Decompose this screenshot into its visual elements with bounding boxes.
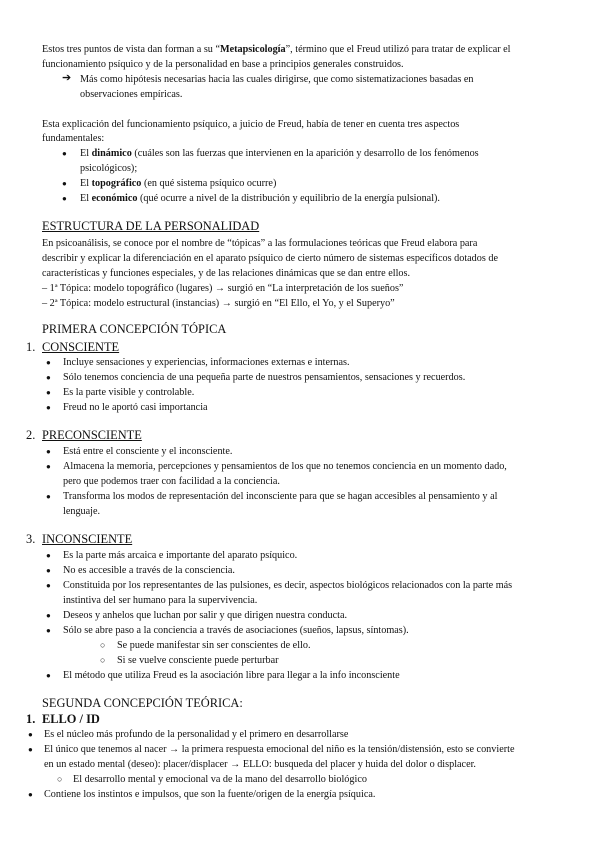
- ello-heading: ELLO / ID: [42, 712, 100, 726]
- topica-1: – 1ª Tópica: modelo topográfico (lugares) → surgió en “La interpretación de los sueños”: [42, 283, 404, 294]
- bullet-icon: ●: [46, 388, 51, 397]
- arrow-icon: ➔: [62, 72, 72, 84]
- sub-list-item: Se puede manifestar sin ser conscientes de ello.: [117, 640, 311, 651]
- inconsciente-heading: INCONSCIENTE: [42, 532, 133, 546]
- list-number: 2.: [26, 428, 36, 442]
- circle-bullet-icon: ○: [100, 640, 106, 650]
- list-item: Es el núcleo más profundo de la personalidad y el primero en desarrollarse: [44, 729, 349, 740]
- list-item: Sólo tenemos conciencia de una pequeña parte de nuestros pensamientos, sensaciones y recuerdos.: [63, 372, 466, 383]
- bullet-icon: ●: [46, 566, 51, 575]
- bullet-icon: ●: [46, 626, 51, 635]
- consciente-heading: CONSCIENTE: [42, 340, 120, 354]
- bullet-icon: ●: [46, 403, 51, 412]
- aspect-item-dinamico: El dinámico (cuáles son las fuerzas que intervienen en la aparición y desarrollo de los fenómenos: [80, 148, 479, 159]
- aspect-term: económico: [91, 193, 138, 204]
- list-item: El método que utiliza Freud es la asociación libre para llegar a la info inconsciente: [63, 670, 400, 681]
- list-number: 1.: [26, 340, 36, 354]
- list-item-cont: instintiva del ser humano para la supervivencia.: [63, 595, 258, 606]
- estructura-heading: ESTRUCTURA DE LA PERSONALIDAD: [42, 219, 260, 233]
- arrow-line-2: observaciones empíricas.: [80, 89, 183, 100]
- list-item: Contiene los instintos e impulsos, que son la fuente/origen de la energía psíquica.: [44, 789, 376, 800]
- list-item: No es accesible a través de la consciencia.: [63, 565, 235, 576]
- metapsicologia-term: Metapsicología: [219, 44, 286, 55]
- bullet-icon: ●: [28, 730, 33, 739]
- bullet-icon: ●: [46, 462, 51, 471]
- bullet-icon: ●: [46, 447, 51, 456]
- intro-text-a: Estos tres puntos de vista dan forman a su “: [42, 44, 220, 55]
- list-item: Almacena la memoria, percepciones y pensamientos de los que no tenemos conciencia en un momento dado,: [63, 461, 507, 472]
- circle-bullet-icon: ○: [100, 655, 106, 665]
- aspect-item-topografico: El topográfico (en qué sistema psíquico ocurre): [80, 178, 277, 189]
- list-item: Transforma los modos de representación del inconsciente para que se hagan accesibles al pensamiento y al: [63, 491, 498, 502]
- aspects-line-1: Esta explicación del funcionamiento psíquico, a juicio de Freud, había de tener en cuenta tres aspectos: [42, 119, 460, 130]
- list-item: Sólo se abre paso a la conciencia a través de asociaciones (sueños, lapsus, síntomas).: [63, 625, 409, 636]
- list-item: Es la parte más arcaica e importante del aparato psíquico.: [63, 550, 298, 561]
- aspects-line-2: fundamentales:: [42, 133, 105, 144]
- primera-heading: PRIMERA CONCEPCIÓN TÓPICA: [42, 322, 227, 336]
- preconsciente-heading: PRECONSCIENTE: [42, 428, 142, 442]
- list-number: 3.: [26, 532, 36, 546]
- bullet-icon: ●: [46, 551, 51, 560]
- estructura-line-2: describir y explicar la diferenciación en el aparato psíquico de cierto número de sistemas específicos dotados de: [42, 253, 498, 264]
- bullet-icon: ●: [46, 373, 51, 382]
- estructura-line-1: En psicoanálisis, se conoce por el nombre de “tópicas” a las formulaciones teóricas que Freud elabora para: [42, 238, 478, 249]
- list-item: Incluye sensaciones y experiencias, informaciones externas e internas.: [63, 357, 350, 368]
- list-item-cont: en un estado mental (deseo): placer/displacer → ELLO: busqueda del placer y huida del dolor o displacer.: [44, 759, 476, 770]
- bullet-icon: ●: [46, 581, 51, 590]
- segunda-heading: SEGUNDA CONCEPCIÓN TEÓRICA:: [42, 696, 243, 710]
- sub-list-item: Si se vuelve consciente puede perturbar: [117, 655, 279, 666]
- intro-line-1: [42, 42, 511, 57]
- sub-list-item: El desarrollo mental y emocional va de la mano del desarrollo biológico: [73, 774, 367, 785]
- bullet-icon: ●: [62, 194, 67, 203]
- intro-line-2: funcionamiento psíquico y de la personalidad en base a principios generales construidos.: [42, 59, 404, 70]
- list-item: Está entre el consciente y el inconsciente.: [63, 446, 233, 457]
- aspect-term: dinámico: [91, 148, 132, 159]
- bullet-icon: ●: [46, 358, 51, 367]
- bullet-icon: ●: [62, 179, 67, 188]
- list-item: Freud no le aportó casi importancia: [63, 402, 208, 413]
- aspect-item-dinamico-cont: psicológicos);: [80, 163, 138, 174]
- list-item: Deseos y anhelos que luchan por salir y que dirigen nuestra conducta.: [63, 610, 348, 621]
- list-item-cont: lenguaje.: [63, 506, 101, 517]
- list-item: Es la parte visible y controlable.: [63, 387, 195, 398]
- aspect-term: topográfico: [91, 178, 142, 189]
- arrow-line-1: Más como hipótesis necesarias hacia las cuales dirigirse, que como sistematizaciones basadas en: [80, 74, 474, 85]
- list-item: El único que tenemos al nacer → la primera respuesta emocional del niño es la tensión/distensión, esto se convierte: [44, 744, 515, 755]
- bullet-icon: ●: [62, 149, 67, 158]
- estructura-line-3: características y funciones especiales, y de las relaciones dinámicas que se dan entre ellos.: [42, 268, 411, 279]
- bullet-icon: ●: [28, 790, 33, 799]
- bullet-icon: ●: [46, 671, 51, 680]
- list-item: Constituida por los representantes de las pulsiones, es decir, aspectos biológicos relacionados con la parte más: [63, 580, 513, 591]
- bullet-icon: ●: [28, 745, 33, 754]
- intro-text-b: ”, término que el Freud utilizó para tratar de explicar el: [285, 44, 511, 55]
- bullet-icon: ●: [46, 611, 51, 620]
- bullet-icon: ●: [46, 492, 51, 501]
- aspect-item-economico: El económico (qué ocurre a nivel de la distribución y equilibrio de la energía pulsional).: [80, 193, 440, 204]
- list-number: 1.: [26, 712, 36, 726]
- list-item-cont: pero que podemos traer con facilidad a la conciencia.: [63, 476, 280, 487]
- topica-2: – 2ª Tópica: modelo estructural (instancias) → surgió en “El Ello, el Yo, y el Superyo”: [42, 298, 395, 309]
- circle-bullet-icon: ○: [57, 774, 63, 784]
